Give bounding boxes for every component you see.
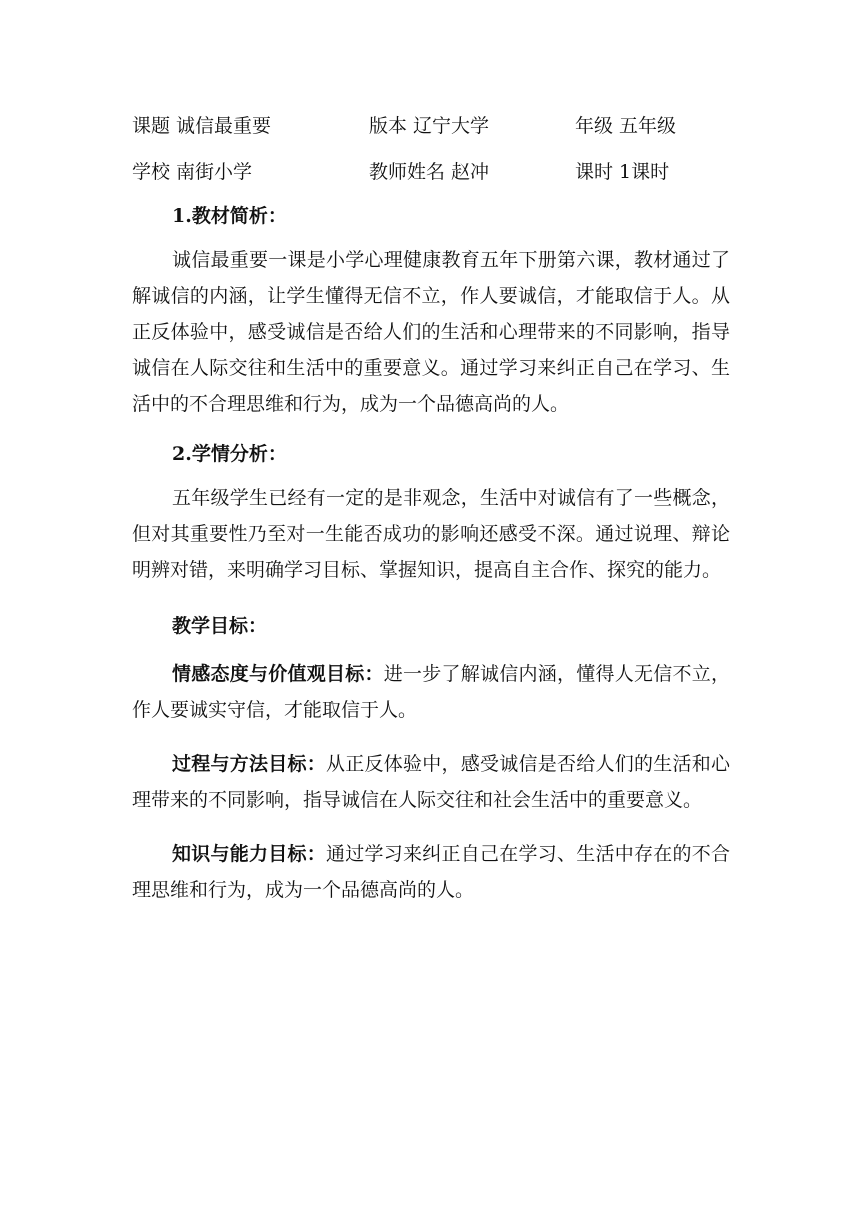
goal-knowledge-label: 知识与能力目标： [172, 843, 326, 865]
header-row-2 [132, 157, 732, 187]
document-body [132, 198, 730, 922]
goal-process-label: 过程与方法目标： [172, 753, 326, 775]
goal-knowledge [132, 836, 730, 908]
teacher-field: 教师姓名 赵冲 [369, 161, 490, 183]
grade-field: 年级 五年级 [575, 115, 677, 137]
header-row-1 [132, 111, 732, 141]
edition-field: 版本 辽宁大学 [369, 115, 490, 137]
students-heading: 2.学情分析： [172, 443, 287, 465]
goal-process [132, 746, 730, 818]
period-field: 课时 1课时 [575, 161, 670, 183]
goals-heading: 教学目标： [172, 615, 268, 637]
goal-affective-text: 进一步了解诚信内涵，懂得人无信不立，作人要诚实守信，才能取信于人。 [132, 663, 730, 721]
goal-process-text: 从正反体验中，感受诚信是否给人们的生活和心理带来的不同影响，指导诚信在人际交往和社会生活中的重要意义。 [132, 753, 730, 811]
goal-affective-label: 情感态度与价值观目标： [172, 663, 384, 685]
goal-affective [132, 656, 730, 728]
topic-field: 课题 诚信最重要 [132, 115, 272, 137]
goal-knowledge-text: 通过学习来纠正自己在学习、生活中存在的不合理思维和行为，成为一个品德高尚的人。 [132, 843, 730, 901]
school-field: 学校 南街小学 [132, 161, 253, 183]
textbook-paragraph: 诚信最重要一课是小学心理健康教育五年下册第六课，教材通过了解诚信的内涵，让学生懂得无信不立，作人要诚信，才能取信于人。从正反体验中，感受诚信是否给人们的生活和心理带来的不同影响，指导诚信在人际交往和生活中的重要意义。通过学习来纠正自己在学习、生活中的不合理思维和行为，成为一个品德高尚的人。 [132, 249, 730, 415]
textbook-heading: 1.教材简析： [172, 205, 287, 227]
students-paragraph: 五年级学生已经有一定的是非观念，生活中对诚信有了一些概念，但对其重要性乃至对一生能否成功的影响还感受不深。通过说理、辩论明辨对错，来明确学习目标、掌握知识，提高自主合作、探究的能力。 [132, 487, 730, 581]
